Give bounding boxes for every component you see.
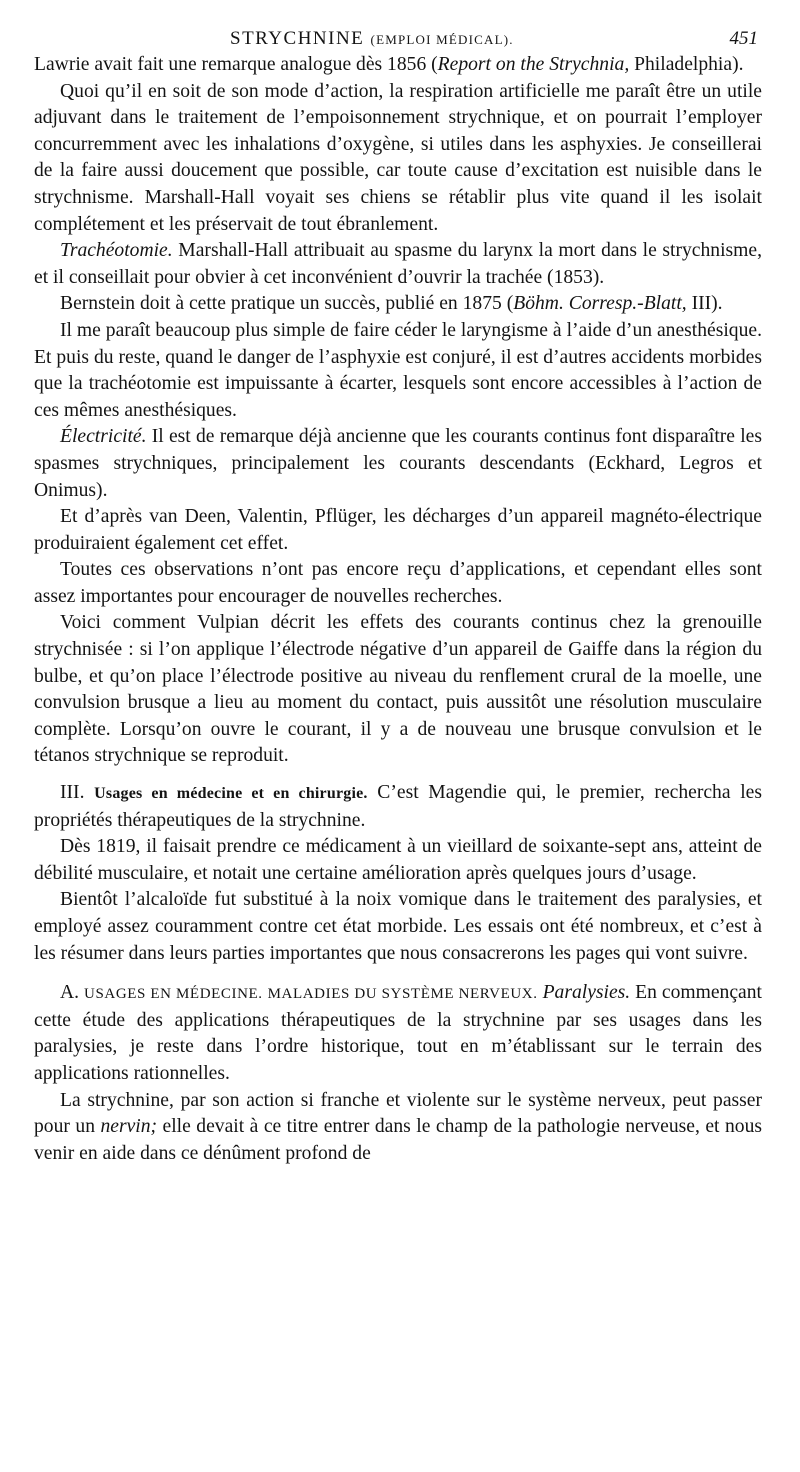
- p1-text-b: Philadelphia).: [629, 54, 744, 75]
- subsection-subheading: MALADIES DU SYSTÈME NERVEUX.: [267, 986, 538, 1003]
- p6-text: Il est de remarque déjà ancienne que les courants continus font disparaître les spasmes strychniques, principalement les courants descendants (Eckhard, Legros et Onimus).: [34, 426, 762, 501]
- section-heading: Usages en médecine et en chirurgie.: [94, 785, 368, 803]
- paragraph-tracheotomie: [34, 238, 762, 291]
- paragraph-11: Dès 1819, il faisait prendre ce médicament à un vieillard de soixante-sept ans, atteint de débilité musculaire, et notait une certaine amélioration après quelques jours d’usage.: [34, 836, 762, 884]
- paragraph-9: Voici comment Vulpian décrit les effets des courants continus chez la grenouille strychnisée : si l’on applique l’électrode négative d’un appareil de Gaiffe dans la région du bulbe, et qu’on place l’électrode positive au niveau du renflement crural de la moelle, une convulsion brusque a lieu au moment du contact, puis aussitôt une résolution musculaire complète. Lorsqu’on ouvre le courant, il y a de nouveau une brusque convulsion et le tétanos strychnique se reproduit.: [34, 612, 762, 767]
- paragraph-electricite: [34, 424, 762, 504]
- paragraph-2: Quoi qu’il en soit de son mode d’action, la respiration artificielle me paraît être un utile adjuvant dans le traitement de l’empoisonnement strychnique, et on pourrait l’employer concurremment avec les inhalations d’oxygène, si utiles dans les asphyxies. Je conseillerai de la faire aussi doucement que possible, car toute cause d’excitation est nuisible dans le strychnisme. Marshall-Hall voyait ses chiens se rétablir plus vite quand il les isolait complétement et les préservait de tout ébranlement.: [34, 80, 762, 235]
- p4-text-a: Bernstein doit à cette pratique un succès, publié en 1875 (: [60, 293, 514, 315]
- paragraph-5: Il me paraît beaucoup plus simple de faire céder le laryngisme à l’aide d’un anesthésique. Et puis du reste, quand le danger de l’asphyxie est conjuré, il est d’autres accidents morbides que la trachéotomie est impuissante à écarter, lesquels sont encore accessibles à l’action de ces mêmes anesthésiques.: [34, 319, 762, 421]
- running-header: [34, 26, 762, 52]
- p4-text-b: III).: [686, 293, 723, 315]
- p1-text-a: Lawrie avait fait une remarque analogue dès 1856 (: [34, 54, 438, 75]
- paragraph-4: [34, 291, 762, 318]
- header-title: [230, 28, 514, 50]
- p14-italic-term: nervin;: [100, 1116, 158, 1138]
- document-page: [34, 26, 762, 1167]
- p14-text-b: elle devait à ce titre entrer dans le champ de la pathologie nerveuse, et nous venir en aide dans ce dénûment profond de: [34, 1116, 762, 1164]
- p3-text: Marshall-Hall attribuait au spasme du larynx la mort dans le strychnisme, et il conseillait pour obvier à cet inconvénient d’ouvrir la trachée (1853).: [34, 240, 762, 288]
- paragraph-8: Toutes ces observations n’ont pas encore reçu d’applications, et cependant elles sont assez importantes pour encourager de nouvelles recherches.: [34, 559, 762, 607]
- paragraph-12: Bientôt l’alcaloïde fut substitué à la noix vomique dans le traitement des paralysies, et employé assez couramment contre cet état morbide. Les essais ont été nombreux, et c’est à les résumer dans leurs parties importantes que nous consacrerons les pages qui vont suivre.: [34, 889, 762, 964]
- subsection-label: A.: [60, 982, 85, 1004]
- p10-text: C’est Magendie qui, le premier, rechercha les propriétés thérapeutiques de la strychnine.: [34, 782, 762, 831]
- subsection-heading: USAGES EN MÉDECINE.: [84, 986, 263, 1003]
- page-number: 451: [729, 28, 758, 49]
- p13-text: En commençant cette étude des applications thérapeutiques de la strychnine par ses usages dans les paralysies, je reste dans l’ordre historique, tout en m’établissant sur le terrain des applications rationnelles.: [34, 982, 762, 1084]
- section-number: III.: [60, 782, 85, 804]
- paragraph-14: [34, 1088, 762, 1168]
- p4-citation: Böhm. Corresp.-Blatt,: [513, 293, 687, 315]
- paralysies-heading: Paralysies.: [542, 982, 631, 1004]
- header-title-sub: (EMPLOI MÉDICAL).: [370, 32, 514, 47]
- paragraph-7: Et d’après van Deen, Valentin, Pflüger, les décharges d’un appareil magnéto-électrique produiraient également cet effet.: [34, 506, 762, 554]
- paragraph-1: [34, 52, 762, 79]
- p1-citation: Report on the Strychnia,: [437, 54, 630, 75]
- paragraph-section-iii: [34, 780, 762, 834]
- p14-text-a: La strychnine, par son action si franche et violente sur le système nerveux, peut passer pour un: [34, 1089, 762, 1138]
- paragraph-subsection-a: [34, 980, 762, 1087]
- electricite-heading: Électricité.: [60, 426, 147, 448]
- tracheotomie-heading: Trachéotomie.: [60, 240, 173, 262]
- header-title-main: STRYCHNINE: [230, 28, 365, 49]
